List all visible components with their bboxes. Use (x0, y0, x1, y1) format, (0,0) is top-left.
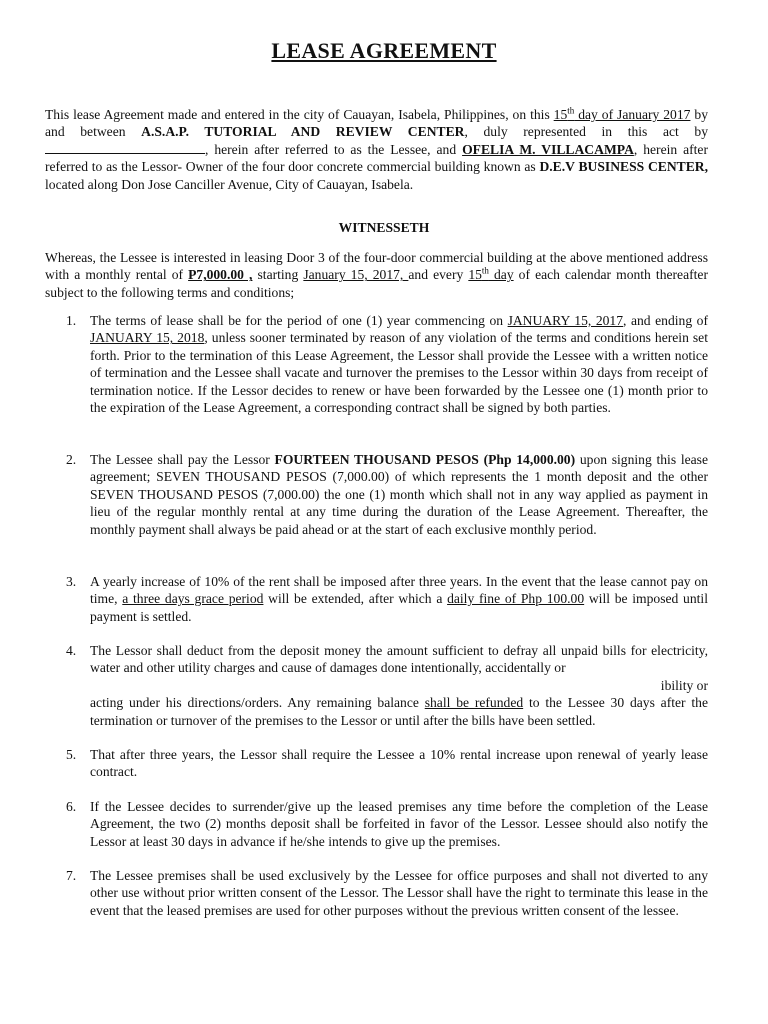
clause-number: 5. (66, 747, 77, 762)
intro-text-1: This lease Agreement made and entered in the city of Cauayan, Isabela, Philippines, on this (45, 107, 554, 122)
clause-text: That after three years, the Lessor shall require the Lessee a 10% rental increase upon renewal of yearly lease contract. (90, 747, 708, 780)
building-name: D.E.V BUSINESS CENTER, (539, 159, 708, 175)
clause-number: 1. (66, 313, 77, 328)
end-date: JANUARY 15, 2018 (90, 330, 205, 346)
whereas-paragraph (45, 249, 708, 301)
clause-text: The Lessee premises shall be used exclusively by the Lessee for office purposes and shall not diverted to any other use without prior written consent of the Lessor. The Lessor shall have the right to terminate this lease in the event that the leased premises are used for other purposes without the previous written consent of the lessee. (90, 868, 708, 918)
lessor-name: OFELIA M. VILLACAMPA (462, 141, 634, 157)
intro-text-3: , duly represented in this act by (464, 124, 708, 140)
whereas-text-4: of each calendar month thereafter subject to the following terms and conditions; (45, 267, 708, 300)
whereas-text-2: starting (252, 267, 304, 283)
grace-period: a three days grace period (122, 591, 264, 607)
intro-text-6: located along Don Jose Canciller Avenue, City of Cauayan, Isabela. (45, 176, 414, 192)
initial-payment: FOURTEEN THOUSAND PESOS (Php 14,000.00) (274, 452, 576, 467)
clause-text: The Lessee shall pay the Lessor FOURTEEN THOUSAND PESOS (Php 14,000.00) upon signing this lease agreement; SEVEN THOUSAND PESOS (7,000.00) of which represents the 1 month deposit and the other SEVEN THOUSAND PESOS (7,000.00) the one (1) month which shall not in any way applied as payment in lieu of the regular monthly rental at any time during the duration of the Lease Agreement. Thereafter, the monthly payment shall always be paid ahead or at the start of each exclusive monthly period. (90, 452, 709, 537)
clause-number: 3. (66, 574, 77, 589)
clause-text: A yearly increase of 10% of the rent shall be imposed after three years. In the event that the lease cannot pay on time, a three days grace period will be extended, after which a daily fine of Php 100.00 will be imposed until payment is settled. (90, 574, 708, 624)
intro-text-2: by and between (45, 107, 708, 140)
document-title: LEASE AGREEMENT (271, 38, 497, 63)
whereas-text-3: and every (408, 267, 469, 283)
commencement-date: JANUARY 15, 2017 (507, 313, 624, 328)
payment-day: 15th day (468, 265, 514, 283)
clause-text: If the Lessee decides to surrender/give up the leased premises any time before the completion of the Lease Agreement, the two (2) months deposit shall be forfeited in favor of the Lessor. Lessee should also notify the Lessor at least 30 days in advance if he/she intends to give up the premises. (90, 799, 708, 849)
clause-number: 2. (66, 452, 77, 467)
intro-date: 15th day of January 2017 (553, 105, 691, 122)
monthly-rent: P7,000.00 , (188, 267, 253, 283)
start-date: January 15, 2017, (303, 267, 409, 283)
lessee-name: A.S.A.P. TUTORIAL AND REVIEW CENTER (141, 124, 465, 140)
daily-fine: daily fine of Php 100.00 (447, 591, 585, 607)
clause-number: 7. (66, 868, 77, 883)
refund-phrase: shall be refunded (424, 695, 524, 711)
whereas-text-1: Whereas, the Lessee is interested in leasing Door 3 of the four-door commercial building at the above mentioned address with a monthly rental of (45, 250, 708, 283)
clause-number: 6. (66, 799, 77, 814)
intro-paragraph (45, 106, 708, 193)
clause-text: The Lessor shall deduct from the deposit money the amount sufficient to defray all unpaid bills for electricity, water and other utility charges and cause of damages done intentionally, accidentally or ibility or acting under his directions/orders. Any remaining balance shall be refunded to the Lessee 30 days after the termination or turnover of the premises to the Lessor or until after the bills have been settled. (90, 643, 708, 728)
clause-number: 4. (66, 643, 77, 658)
intro-text-4: , herein after referred to as the Lessee, and (205, 141, 463, 157)
witnesseth-heading: WITNESSETH (338, 220, 430, 235)
clause-4-fragment: ibility or (660, 677, 708, 693)
clause-text: The terms of lease shall be for the period of one (1) year commencing on JANUARY 15, 2017, and ending of JANUARY 15, 2018, unless sooner terminated by reason of any violation of the terms and conditions herein set forth. Prior to the termination of this Lease Agreement, the Lessor shall provide the Lessee with a written notice of termination and the Lessee shall vacate and turnover the premises to the Lessor within 30 days from receipt of termination notice. If the Lessor decides to renew or have been forwarded by the Lessee one (1) month prior to the expiration of the Lease Agreement, a corresponding contract shall be signed by both parties. (90, 313, 708, 416)
intro-text-5: , herein after referred to as the Lessor- Owner of the four door concrete commercial building known as (45, 141, 708, 175)
representative-blank-line (45, 141, 205, 154)
